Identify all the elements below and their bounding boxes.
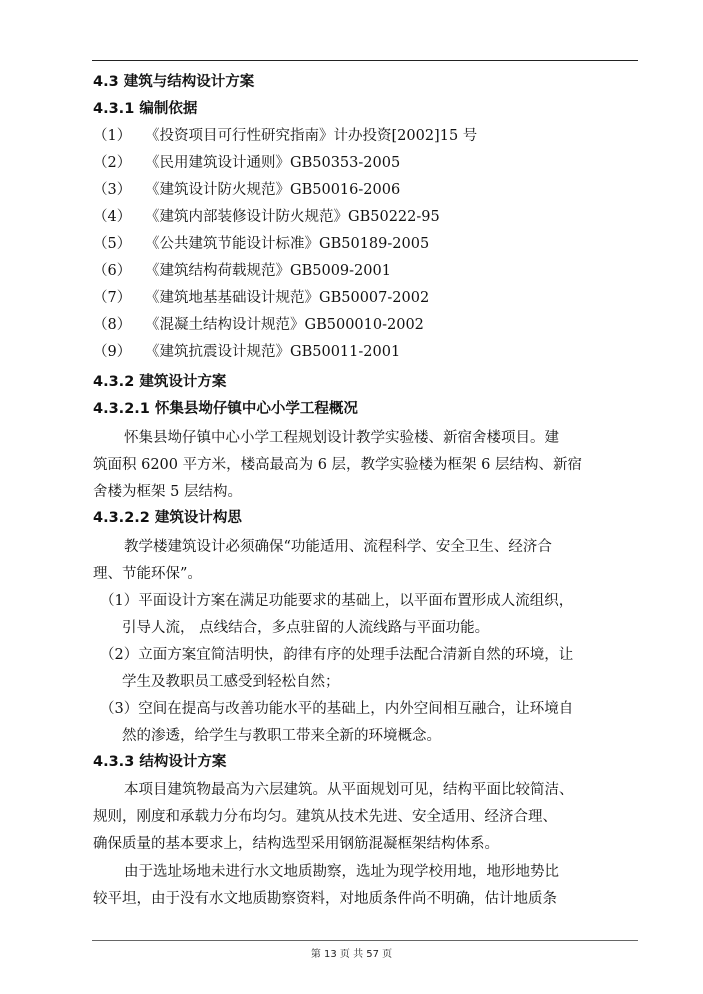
reference-number: （1） bbox=[93, 128, 132, 144]
reference-text: 《建筑结构荷载规范》GB5009-2001 bbox=[145, 263, 391, 279]
reference-text: 《建筑设计防火规范》GB50016-2006 bbox=[145, 182, 401, 198]
subsection-4-3-2-title: 4.3.2 建筑设计方案 bbox=[93, 374, 227, 390]
reference-item bbox=[93, 153, 400, 173]
structure-paragraph-line: 规则，刚度和承载力分布均匀。建筑从技术先进、安全适用、经济合理、 bbox=[93, 809, 557, 825]
concept-paragraph-line: 教学楼建筑设计必须确保“功能适用、流程科学、安全卫生、经济合 bbox=[124, 539, 552, 555]
reference-text: 《建筑内部装修设计防火规范》GB50222-95 bbox=[145, 209, 440, 225]
overview-paragraph-line: 筑面积 6200 平方米，楼高最高为 6 层，教学实验楼为框架 6 层结构、新宿 bbox=[93, 457, 583, 473]
concept-item-continuation: 然的渗透，给学生与教职工带来全新的环境概念。 bbox=[122, 728, 441, 744]
reference-number: （5） bbox=[93, 236, 132, 252]
reference-text: 《混凝土结构设计规范》GB500010-2002 bbox=[145, 317, 424, 333]
reference-number: （9） bbox=[93, 344, 132, 360]
footer-rule bbox=[92, 940, 638, 941]
concept-item-number: （2） bbox=[100, 647, 139, 663]
header-rule bbox=[92, 60, 638, 61]
reference-number: （2） bbox=[93, 155, 132, 171]
structure-paragraph-line: 由于选址场地未进行水文地质勘察，选址为现学校用地，地形地势比 bbox=[124, 864, 559, 880]
concept-item-number: （1） bbox=[100, 593, 139, 609]
reference-item bbox=[93, 234, 429, 254]
reference-text: 《投资项目可行性研究指南》计办投资[2002]15 号 bbox=[145, 128, 478, 144]
subsection-4-3-2-1-title: 4.3.2.1 怀集县坳仔镇中心小学工程概况 bbox=[93, 401, 358, 417]
reference-text: 《公共建筑节能设计标准》GB50189-2005 bbox=[145, 236, 430, 252]
reference-text: 《民用建筑设计通则》GB50353-2005 bbox=[145, 155, 401, 171]
reference-text: 《建筑地基基础设计规范》GB50007-2002 bbox=[145, 290, 430, 306]
structure-paragraph-line: 较平坦，由于没有水文地质勘察资料，对地质条件尚不明确，估计地质条 bbox=[93, 891, 557, 907]
concept-item-text: 平面设计方案在满足功能要求的基础上，以平面布置形成人流组织， bbox=[138, 593, 574, 609]
overview-paragraph-line: 怀集县坳仔镇中心小学工程规划设计教学实验楼、新宿舍楼项目。建 bbox=[124, 430, 559, 446]
reference-item bbox=[93, 180, 400, 200]
subsection-4-3-2-2-title: 4.3.2.2 建筑设计构思 bbox=[93, 510, 242, 526]
reference-number: （7） bbox=[93, 290, 132, 306]
subsection-4-3-1-title: 4.3.1 编制依据 bbox=[93, 101, 198, 117]
concept-item bbox=[100, 645, 573, 665]
reference-text: 《建筑抗震设计规范》GB50011-2001 bbox=[145, 344, 401, 360]
concept-item bbox=[100, 699, 573, 719]
reference-item bbox=[93, 342, 400, 362]
concept-item bbox=[100, 591, 573, 611]
concept-item-text: 立面方案宜简洁明快，韵律有序的处理手法配合清新自然的环境，让 bbox=[138, 647, 574, 663]
page-number-footer: 第 13 页 共 57 页 bbox=[310, 949, 393, 960]
reference-item bbox=[93, 288, 429, 308]
concept-paragraph-line: 理、节能环保”。 bbox=[93, 566, 202, 582]
reference-number: （4） bbox=[93, 209, 132, 225]
overview-paragraph-line: 舍楼为框架 5 层结构。 bbox=[93, 484, 242, 500]
reference-number: （6） bbox=[93, 263, 132, 279]
section-title: 4.3 建筑与结构设计方案 bbox=[93, 74, 255, 90]
reference-item bbox=[93, 315, 424, 335]
reference-item bbox=[93, 126, 477, 146]
subsection-4-3-3-title: 4.3.3 结构设计方案 bbox=[93, 754, 227, 770]
reference-number: （3） bbox=[93, 182, 132, 198]
reference-item bbox=[93, 207, 440, 227]
structure-paragraph-line: 确保质量的基本要求上，结构选型采用钢筋混凝框架结构体系。 bbox=[93, 836, 499, 852]
concept-item-continuation: 引导人流， 点线结合，多点驻留的人流线路与平面功能。 bbox=[122, 620, 490, 636]
reference-item bbox=[93, 261, 391, 281]
concept-item-text: 空间在提高与改善功能水平的基础上，内外空间相互融合，让环境自 bbox=[138, 701, 574, 717]
structure-paragraph-line: 本项目建筑物最高为六层建筑。从平面规划可见，结构平面比较简洁、 bbox=[124, 782, 574, 798]
reference-number: （8） bbox=[93, 317, 132, 333]
concept-item-number: （3） bbox=[100, 701, 139, 717]
concept-item-continuation: 学生及教职员工感受到轻松自然； bbox=[122, 674, 340, 690]
